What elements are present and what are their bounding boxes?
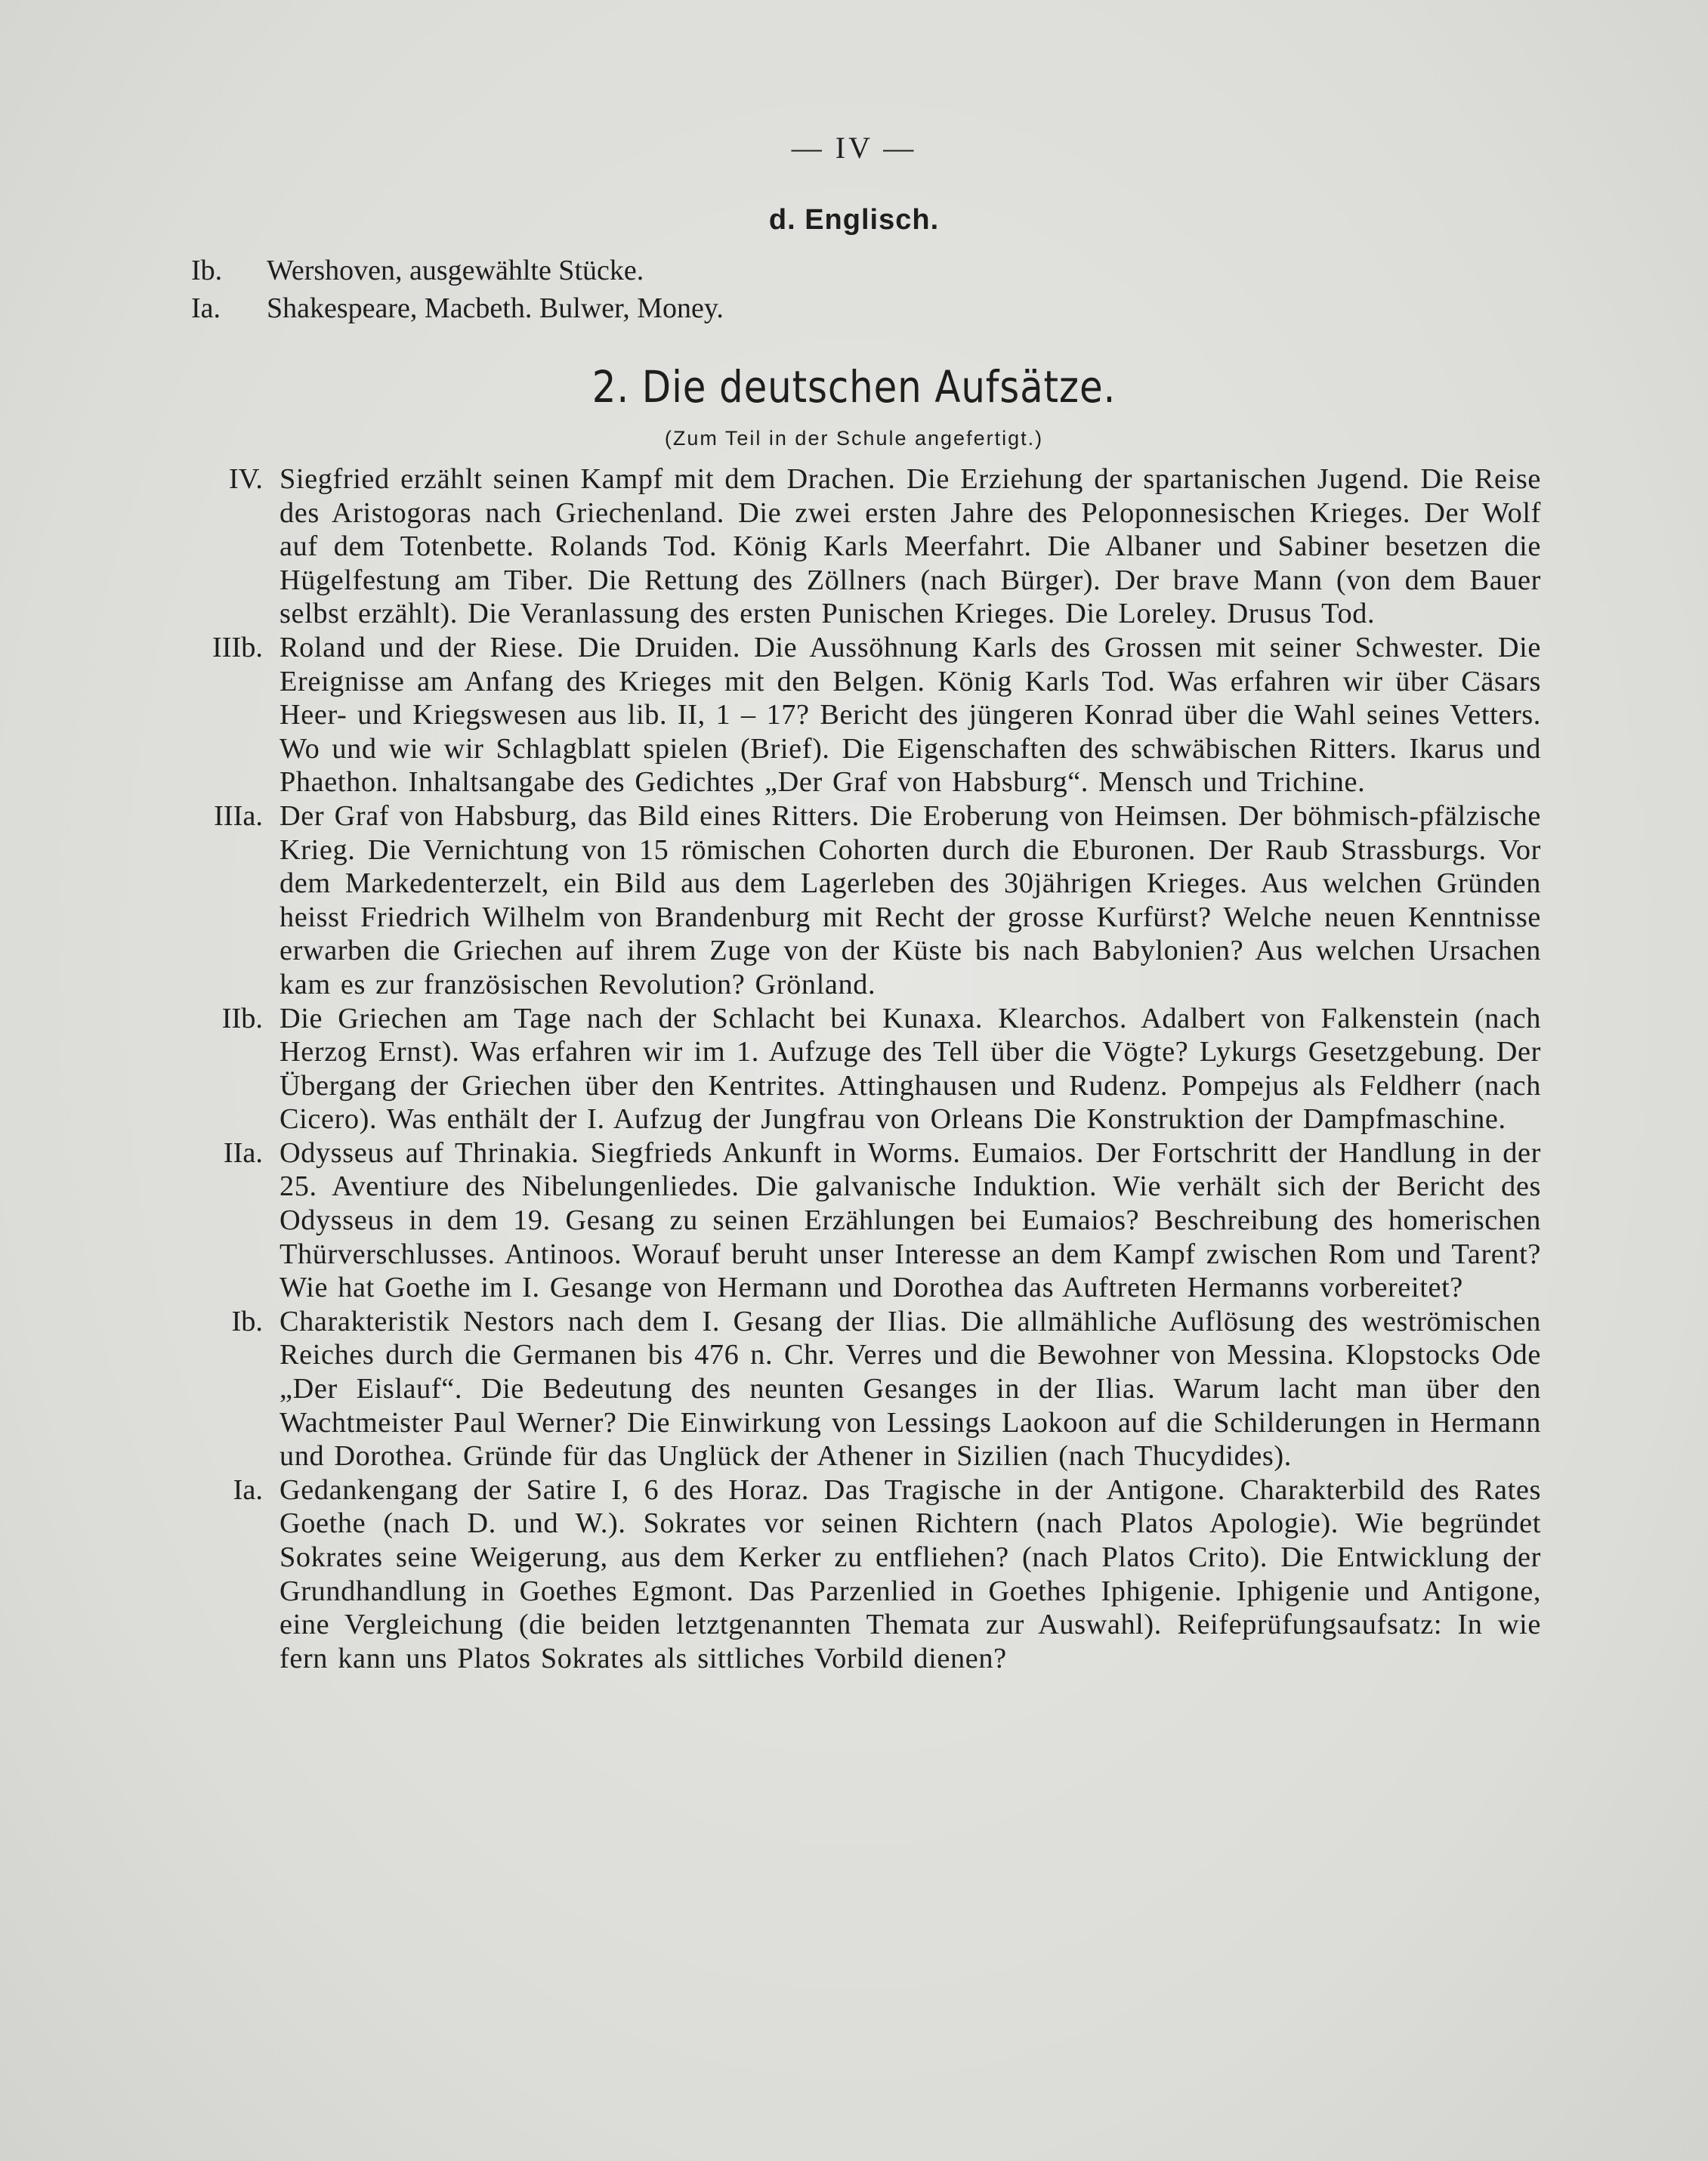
section-title: 2. Die deutschen Aufsätze. [591,361,1117,413]
class-label: Ib. [191,255,223,286]
list-item [191,289,1400,327]
essay-text: Odysseus auf Thrinakia. Siegfrieds Ankunft in Worms. Eumaios. Der Fortschritt der Handlung in der 25. Aventiure des Nibelungenliedes. Die galvanische Induktion. Wie verhält sich der Bericht des Odysseus in dem 19. Gesang zu seinen Erzählungen bei Eumaios? Beschreibung des homerischen Thürverschlusses. Antinoos. Worauf beruht unser Interesse an dem Kampf zwischen Rom und Tarent? Wie hat Goethe im I. Gesange von Hermann und Dorothea das Auftreten Hermanns vorbereitet? [280,1136,1541,1304]
essay-entry [174,1305,1541,1473]
list-item [191,252,1400,289]
essay-text: Roland und der Riese. Die Druiden. Die Aussöhnung Karls des Grossen mit seiner Schwester. Die Ereignisse am Anfang des Krieges mit den Belgen. König Karls Tod. Was erfahren wir über Cäsars Heer- und Kriegswesen aus lib. II, 1 – 17? Bericht des jüngeren Konrad über die Wahl seines Vetters. Wo und wie wir Schlagblatt spielen (Brief). Die Eigenschaften des schwäbischen Ritters. Ikarus und Phaethon. Inhaltsangabe des Gedichtes „Der Graf von Habsburg“. Mensch und Trichine. [280,631,1541,799]
essay-text: Charakteristik Nestors nach dem I. Gesang der Ilias. Die allmähliche Auflösung des weströmischen Reiches durch die Germanen bis 476 n. Chr. Verres und die Bewohner von Messina. Klopstocks Ode „Der Eislauf“. Die Bedeutung des neunten Gesanges in der Ilias. Warum lacht man über den Wachtmeister Paul Werner? Die Einwirkung von Lessings Laokoon auf die Schilderungen in Hermann und Dorothea. Gründe für das Unglück der Athener in Sizilien (nach Thucydides). [280,1305,1541,1473]
class-label: IIIa. [214,799,263,832]
essay-entry [174,462,1541,631]
class-label: IIb. [221,1002,263,1034]
subheading-english: d. Englisch. [768,204,940,236]
class-label: Ib. [231,1305,263,1337]
essay-entry [174,631,1541,799]
class-label: Ia. [191,292,221,324]
essay-text: Die Griechen am Tage nach der Schlacht bei Kunaxa. Klearchos. Adalbert von Falkenstein (nach Herzog Ernst). Was erfahren wir im 1. Aufzuge des Tell über die Vögte? Lykurgs Gesetzgebung. Der Übergang der Griechen über den Kentrites. Attinghausen und Rudenz. Pompejus als Feldherr (nach Cicero). Was enthält der I. Aufzug der Jungfrau von Orleans Die Konstruktion der Dampfmaschine. [280,1002,1541,1136]
essay-text: Siegfried erzählt seinen Kampf mit dem Drachen. Die Erziehung der spartanischen Jugend. Die Reise des Aristogoras nach Griechenland. Die zwei ersten Jahre des Peloponnesischen Krieges. Der Wolf auf dem Totenbette. Rolands Tod. König Karls Meerfahrt. Die Albaner und Sabiner besetzen die Hügelfestung am Tiber. Die Rettung des Zöllners (nach Bürger). Der brave Mann (von dem Bauer selbst erzählt). Die Veranlassung des ersten Punischen Krieges. Die Loreley. Drusus Tod. [280,463,1541,630]
essay-text: Gedankengang der Satire I, 6 des Horaz. Das Tragische in der Antigone. Charakterbild des Rates Goethe (nach D. und W.). Sokrates vor seinen Richtern (nach Platos Apologie). Wie begründet Sokrates seine Weigerung, aus dem Kerker zu entfliehen? (nach Platos Crito). Die Entwicklung der Grundhandlung in Goethes Egmont. Das Parzenlied in Goethes Iphigenie. Iphigenie und Antigone, eine Vergleichung (die beiden letztgenannten Themata zur Auswahl). Reifeprüfungsaufsatz: In wie fern kann uns Platos Sokrates als sittliches Vorbild dienen? [280,1473,1541,1674]
essay-entry [174,1473,1541,1676]
class-label: Ia. [233,1473,263,1506]
essay-text: Der Graf von Habsburg, das Bild eines Ritters. Die Eroberung von Heimsen. Der böhmisch-pfälzische Krieg. Die Vernichtung von 15 römischen Cohorten durch die Eburonen. Der Raub Strassburgs. Vor dem Markedenterzelt, ein Bild aus dem Lagerleben des 30jährigen Krieges. Aus welchen Gründen heisst Friedrich Wilhelm von Brandenburg mit Recht der grosse Kurfürst? Welche neuen Kenntnisse erwarben die Griechen auf ihrem Zuge von der Küste bis nach Babylonien? Aus welchen Ursachen kam es zur französischen Revolution? Grönland. [280,799,1541,1000]
item-text: Wershoven, ausgewählte Stücke. [267,255,644,286]
essay-entry [174,1136,1541,1305]
page-number: — IV — [791,131,917,165]
essay-entry [174,799,1541,1002]
essay-topics [174,462,1541,1675]
class-label: IV. [228,463,263,495]
item-text: Shakespeare, Macbeth. Bulwer, Money. [267,292,724,324]
english-list [191,252,1400,327]
essay-entry [174,1002,1541,1136]
section-subtitle: (Zum Teil in der Schule angefertigt.) [664,427,1044,450]
class-label: IIIb. [212,631,263,663]
class-label: IIa. [223,1136,263,1169]
